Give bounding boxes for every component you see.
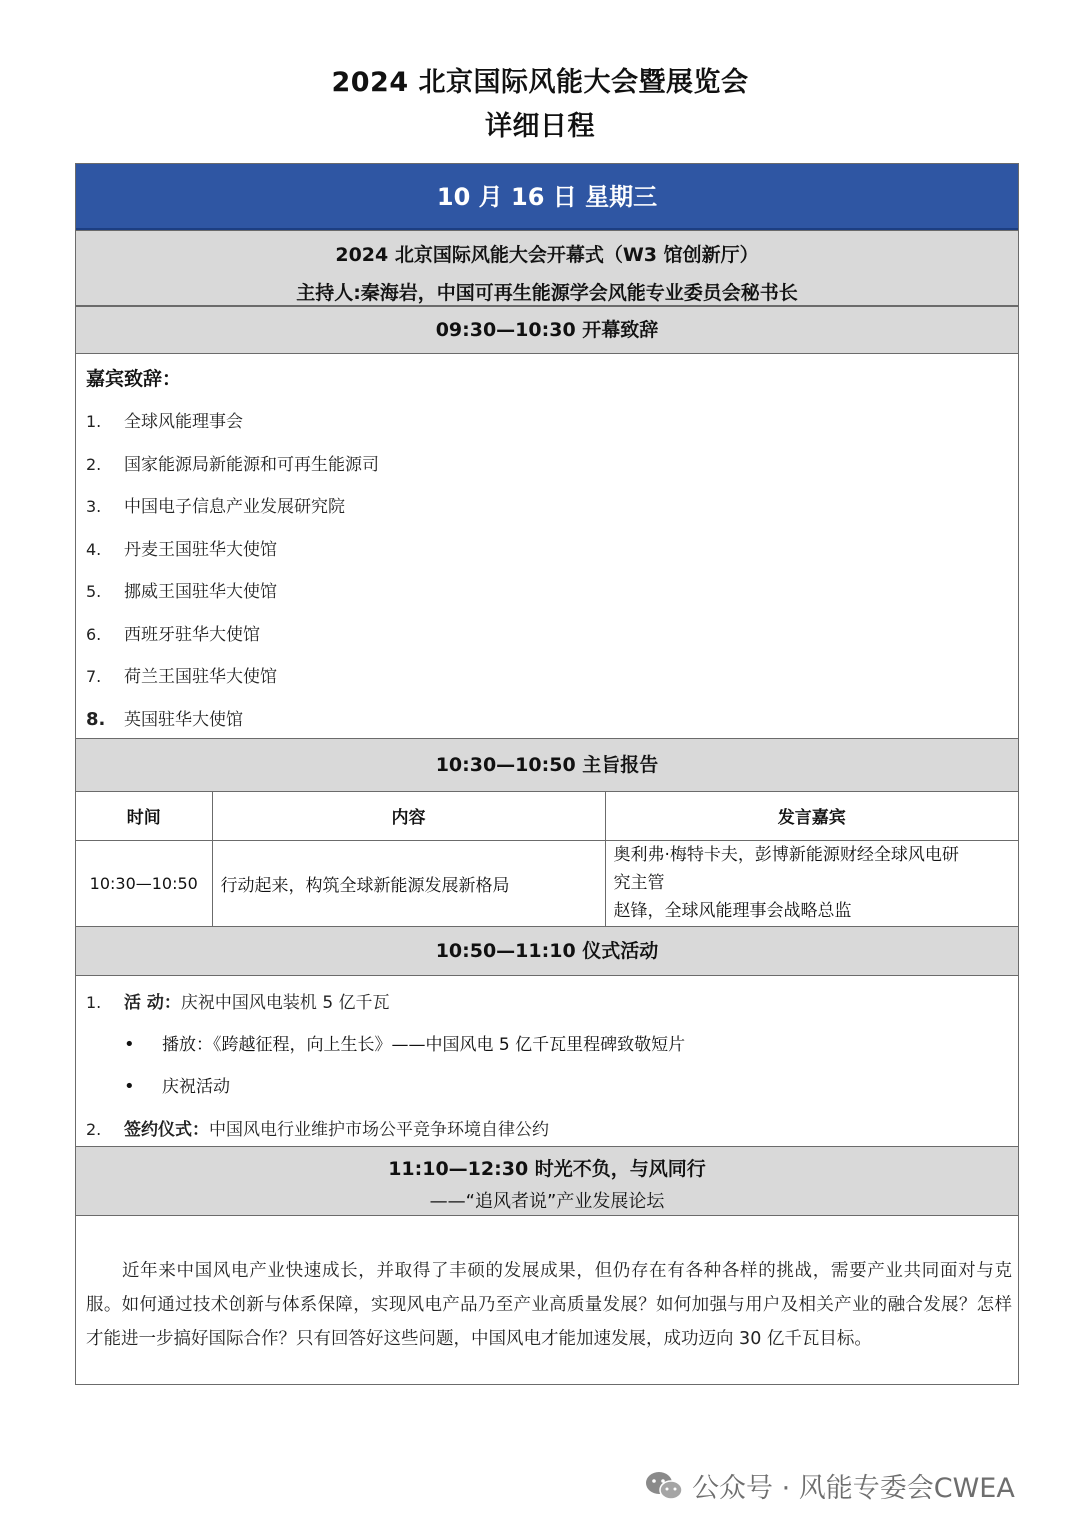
opening-header bbox=[76, 230, 1018, 306]
list-item: 8. 英国驻华大使馆 bbox=[86, 709, 243, 730]
table-row bbox=[76, 840, 1018, 926]
wechat-icon bbox=[644, 1469, 684, 1503]
list-item: 2. 签约仪式：中国风电行业维护市场公平竞争环境自律公约 bbox=[86, 1120, 549, 1140]
list-item: 1. 活 动：庆祝中国风电装机 5 亿千瓦 bbox=[86, 993, 390, 1013]
session4-subtitle: ——“追风者说”产业发展论坛 bbox=[429, 1191, 665, 1212]
document-title: 2024 北京国际风能大会暨展览会 bbox=[331, 67, 749, 98]
row-content: 行动起来，构筑全球新能源发展新格局 bbox=[212, 840, 605, 926]
schedule-table bbox=[75, 163, 1019, 1385]
session1-header: 09:30—10:30 开幕致辞 bbox=[76, 306, 1018, 354]
session4-title: 11:10—12:30 时光不负，与风同行 bbox=[388, 1158, 706, 1180]
list-item: 7. 荷兰王国驻华大使馆 bbox=[86, 667, 277, 687]
list-item: • 播放：《跨越征程，向上生长》——中国风电 5 亿千瓦里程碑致敬短片 bbox=[124, 1034, 686, 1055]
forum-description: 近年来中国风电产业快速成长，并取得了丰硕的发展成果，但仍存在有各种各样的挑战，需要产业共同面对与克服。如何通过技术创新与体系保障，实现风电产品乃至产业高质量发展？如何加强与用户及相关产业的融合发展？怎样才能进一步搞好国际合作？只有回答好这些问题，中国风电才能加速发展，成功迈向 30 亿千瓦目标。 bbox=[86, 1261, 1012, 1349]
guest-speech-label: 嘉宾致辞： bbox=[86, 368, 182, 390]
list-item: 1. 全球风能理事会 bbox=[86, 412, 243, 432]
list-item: 3. 中国电子信息产业发展研究院 bbox=[86, 497, 345, 517]
list-item: 4. 丹麦王国驻华大使馆 bbox=[86, 540, 277, 560]
list-item: 6. 西班牙驻华大使馆 bbox=[86, 625, 260, 645]
watermark bbox=[644, 1466, 1015, 1505]
list-item: 5. 挪威王国驻华大使馆 bbox=[86, 582, 277, 602]
document-subtitle: 详细日程 bbox=[485, 111, 595, 142]
row-time: 10:30—10:50 bbox=[76, 840, 212, 926]
column-header-content: 内容 bbox=[212, 792, 605, 840]
session3-header: 10:50—11:10 仪式活动 bbox=[76, 926, 1018, 976]
row-speakers: 奥利弗·梅特卡夫，彭博新能源财经全球风电研 究主管 赵锋，全球风能理事会战略总监 bbox=[605, 840, 1018, 926]
day-header: 10 月 16 日 星期三 bbox=[76, 164, 1018, 230]
session4-header bbox=[76, 1146, 1018, 1216]
column-header-speaker: 发言嘉宾 bbox=[605, 792, 1018, 840]
opening-title: 2024 北京国际风能大会开幕式（W3 馆创新厅） bbox=[335, 244, 759, 266]
keynote-table bbox=[76, 792, 1018, 927]
opening-host: 主持人:秦海岩，中国可再生能源学会风能专业委员会秘书长 bbox=[296, 282, 798, 304]
list-item: 2. 国家能源局新能源和可再生能源司 bbox=[86, 455, 379, 475]
session2-header: 10:30—10:50 主旨报告 bbox=[76, 738, 1018, 792]
column-header-time: 时间 bbox=[76, 792, 212, 840]
list-item: • 庆祝活动 bbox=[124, 1076, 230, 1097]
watermark-text: 公众号 · 风能专委会CWEA bbox=[692, 1473, 1015, 1504]
